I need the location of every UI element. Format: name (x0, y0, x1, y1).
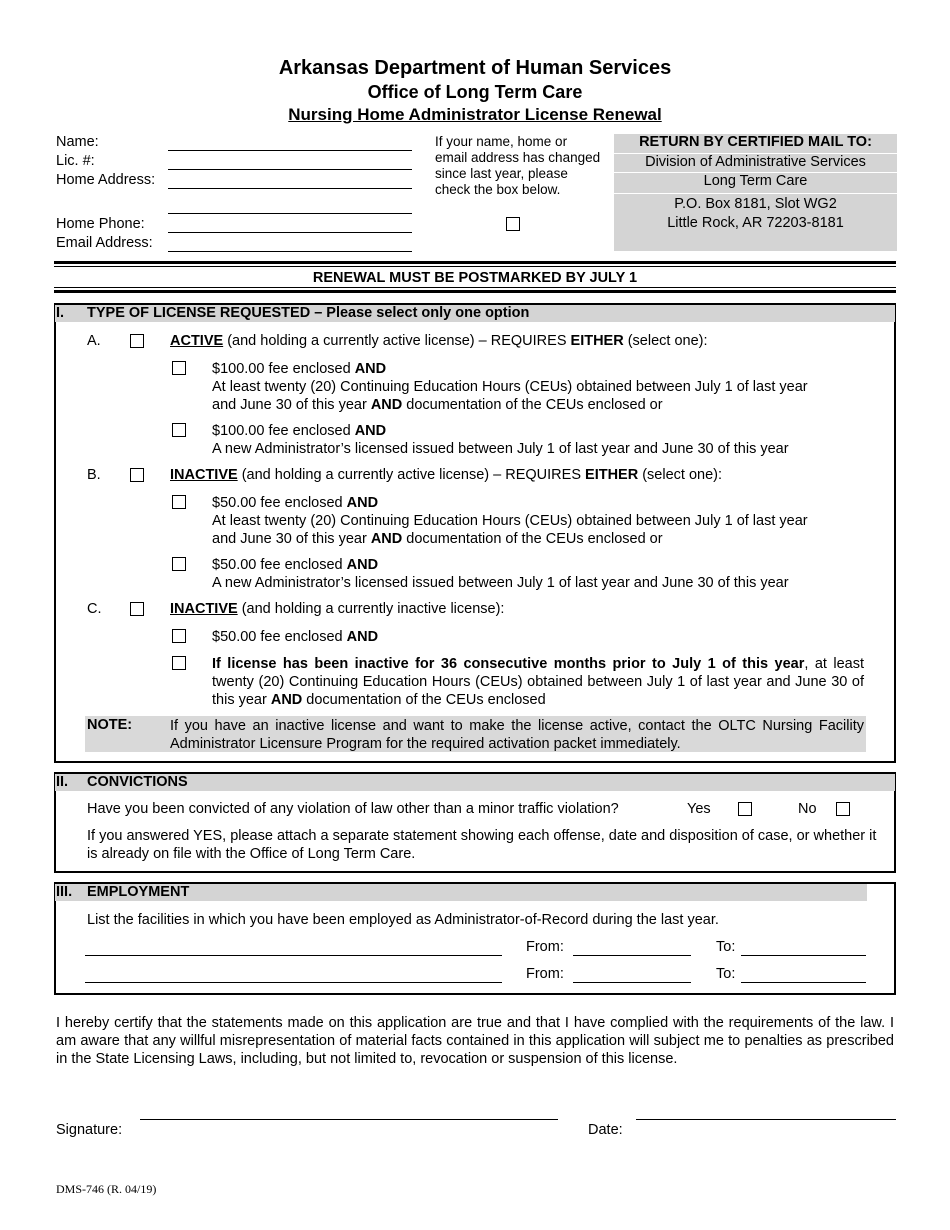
option-c2-bold: If license has been inactive for 36 consecutive months prior to July 1 of this year (212, 656, 805, 672)
facility-field-1[interactable] (85, 955, 502, 956)
conviction-instruction: If you answered YES, please attach a separate statement showing each offense, date and disposition of case, or whether it is already on file with the Office of Long Term Care. (87, 828, 877, 862)
section-3-number: III. (56, 884, 73, 900)
option-c2-end: documentation of the CEUs enclosed (302, 692, 546, 708)
office-title: Office of Long Term Care (367, 82, 583, 102)
option-c1-text (212, 628, 872, 646)
address-changed-checkbox[interactable] (506, 217, 520, 231)
option-a1-text (212, 360, 872, 414)
option-a1-ceu: At least twenty (20) Continuing Education Hours (CEUs) obtained between July 1 of last year (212, 379, 808, 395)
certification-statement: I hereby certify that the statements made on this application are true and that I have complied with the requirements of the law. I am aware that any willful misrepresentation of material facts contained in this application will subject me to penalties as prescribed in the State Licensing Laws, including, but not limited to, revocation or suspension of this license. (56, 1015, 894, 1067)
option-a1-checkbox[interactable] (172, 361, 186, 375)
option-b1-text (212, 494, 872, 548)
form-number: DMS-746 (R. 04/19) (56, 1182, 157, 1196)
deadline-notice: RENEWAL MUST BE POSTMARKED BY JULY 1 (312, 270, 638, 286)
from-label-2: From: (526, 966, 564, 982)
option-a1-fee: $100.00 fee enclosed (212, 361, 355, 377)
agency-title: Arkansas Department of Human Services (278, 57, 672, 79)
to-label-1: To: (716, 939, 736, 955)
lic-field[interactable] (168, 169, 412, 170)
lic-label: Lic. #: (56, 153, 95, 169)
option-a-checkbox[interactable] (130, 334, 144, 348)
return-title: RETURN BY CERTIFIED MAIL TO: (639, 134, 872, 150)
option-a1-ceu-2: and June 30 of this year (212, 397, 371, 413)
option-b2-text (212, 556, 872, 592)
name-label: Name: (56, 134, 99, 150)
return-line-2: Long Term Care (614, 172, 897, 189)
option-c2-text (212, 655, 864, 709)
signature-field[interactable] (140, 1119, 558, 1120)
option-c-desc: (and holding a currently inactive license): (237, 601, 505, 617)
divider-thin-bottom (54, 287, 896, 288)
option-b-letter: B. (87, 467, 101, 483)
address-label: Home Address: (56, 172, 156, 188)
return-address-box (614, 134, 897, 251)
form-title: Nursing Home Administrator License Renewal (288, 105, 662, 124)
employment-instruction: List the facilities in which you have been employed as Administrator-of-Record during the last year. (87, 912, 719, 928)
name-field[interactable] (168, 150, 412, 151)
option-a-status: ACTIVE (170, 333, 224, 349)
option-c2-rest: , at least twenty (20) Continuing Education Hours (CEUs) obtained between July 1 of last year and June 30 of this year (212, 656, 864, 708)
note-label: NOTE: (87, 717, 133, 733)
option-b1-and: AND (346, 495, 379, 511)
address-field-2[interactable] (168, 213, 412, 214)
signature-label: Signature: (56, 1122, 123, 1138)
change-note: If your name, home or email address has changed since last year, please check the box below. (435, 134, 601, 197)
return-line-3: P.O. Box 8181, Slot WG2 (614, 193, 897, 212)
option-a2-text (212, 422, 872, 458)
divider-thick-top (54, 261, 896, 264)
section-2-number: II. (56, 774, 69, 790)
option-c-checkbox[interactable] (130, 602, 144, 616)
date-label: Date: (588, 1122, 623, 1138)
option-b-desc-post: (select one): (638, 467, 723, 483)
option-b1-checkbox[interactable] (172, 495, 186, 509)
date-field[interactable] (636, 1119, 896, 1120)
form-title-wrap (0, 105, 950, 125)
option-a1-ceu-and: AND (370, 397, 403, 413)
section-1-number: I. (56, 305, 65, 321)
option-a-desc-pre: (and holding a currently active license) – REQUIRES (223, 333, 571, 349)
conviction-question: Have you been convicted of any violation of law other than a minor traffic violation? (87, 801, 619, 817)
divider-thick-bottom (54, 290, 896, 293)
no-label: No (798, 801, 817, 817)
return-line-4: Little Rock, AR 72203-8181 (667, 215, 844, 231)
to-field-1[interactable] (741, 955, 866, 956)
option-b-checkbox[interactable] (130, 468, 144, 482)
option-a2-and: AND (354, 423, 387, 439)
option-b2-desc: A new Administrator’s licensed issued between July 1 of last year and June 30 of this year (212, 575, 789, 591)
option-b2-and: AND (346, 557, 379, 573)
option-c1-and: AND (346, 629, 379, 645)
from-field-1[interactable] (573, 955, 691, 956)
address-field-1[interactable] (168, 188, 412, 189)
conviction-no-checkbox[interactable] (836, 802, 850, 816)
option-c-status: INACTIVE (170, 601, 238, 617)
option-b-heading (170, 467, 722, 483)
option-a2-checkbox[interactable] (172, 423, 186, 437)
divider-thin-top (54, 266, 896, 267)
option-a-letter: A. (87, 333, 101, 349)
option-c1-fee: $50.00 fee enclosed (212, 629, 347, 645)
option-a2-desc: A new Administrator’s licensed issued between July 1 of last year and June 30 of this year (212, 441, 789, 457)
section-3-title: EMPLOYMENT (87, 884, 190, 900)
to-field-2[interactable] (741, 982, 866, 983)
option-c-heading (170, 601, 504, 617)
section-1-title: TYPE OF LICENSE REQUESTED – Please select only one option (87, 305, 530, 321)
option-a-heading (170, 333, 708, 349)
note-text: If you have an inactive license and want to make the license active, contact the OLTC Nursing Facility Administrator Licensure Program for the required activation packet immediately. (170, 718, 864, 752)
conviction-yes-checkbox[interactable] (738, 802, 752, 816)
facility-field-2[interactable] (85, 982, 502, 983)
option-b-either: EITHER (585, 467, 639, 483)
option-b1-ceu-3: documentation of the CEUs enclosed or (402, 531, 663, 547)
email-field[interactable] (168, 251, 412, 252)
option-a1-ceu-3: documentation of the CEUs enclosed or (402, 397, 663, 413)
phone-field[interactable] (168, 232, 412, 233)
yes-label: Yes (687, 801, 711, 817)
option-a2-fee: $100.00 fee enclosed (212, 423, 355, 439)
option-b-desc-pre: (and holding a currently active license) – REQUIRES (237, 467, 586, 483)
option-b2-fee: $50.00 fee enclosed (212, 557, 347, 573)
from-label-1: From: (526, 939, 564, 955)
phone-label: Home Phone: (56, 216, 145, 232)
option-b1-ceu: At least twenty (20) Continuing Education Hours (CEUs) obtained between July 1 of last year (212, 513, 808, 529)
option-a1-and: AND (354, 361, 387, 377)
option-b1-ceu-2: and June 30 of this year (212, 531, 371, 547)
option-b1-fee: $50.00 fee enclosed (212, 495, 347, 511)
email-label: Email Address: (56, 235, 153, 251)
from-field-2[interactable] (573, 982, 691, 983)
option-c1-checkbox[interactable] (172, 629, 186, 643)
section-2-title: CONVICTIONS (87, 774, 188, 790)
option-a-either: EITHER (570, 333, 624, 349)
option-a-desc-post: (select one): (623, 333, 708, 349)
return-line-1: Division of Administrative Services (614, 153, 897, 170)
option-c-letter: C. (87, 601, 102, 617)
option-b2-checkbox[interactable] (172, 557, 186, 571)
option-b-status: INACTIVE (170, 467, 238, 483)
option-c2-and: AND (270, 692, 303, 708)
option-b1-ceu-and: AND (370, 531, 403, 547)
to-label-2: To: (716, 966, 736, 982)
option-c2-checkbox[interactable] (172, 656, 186, 670)
